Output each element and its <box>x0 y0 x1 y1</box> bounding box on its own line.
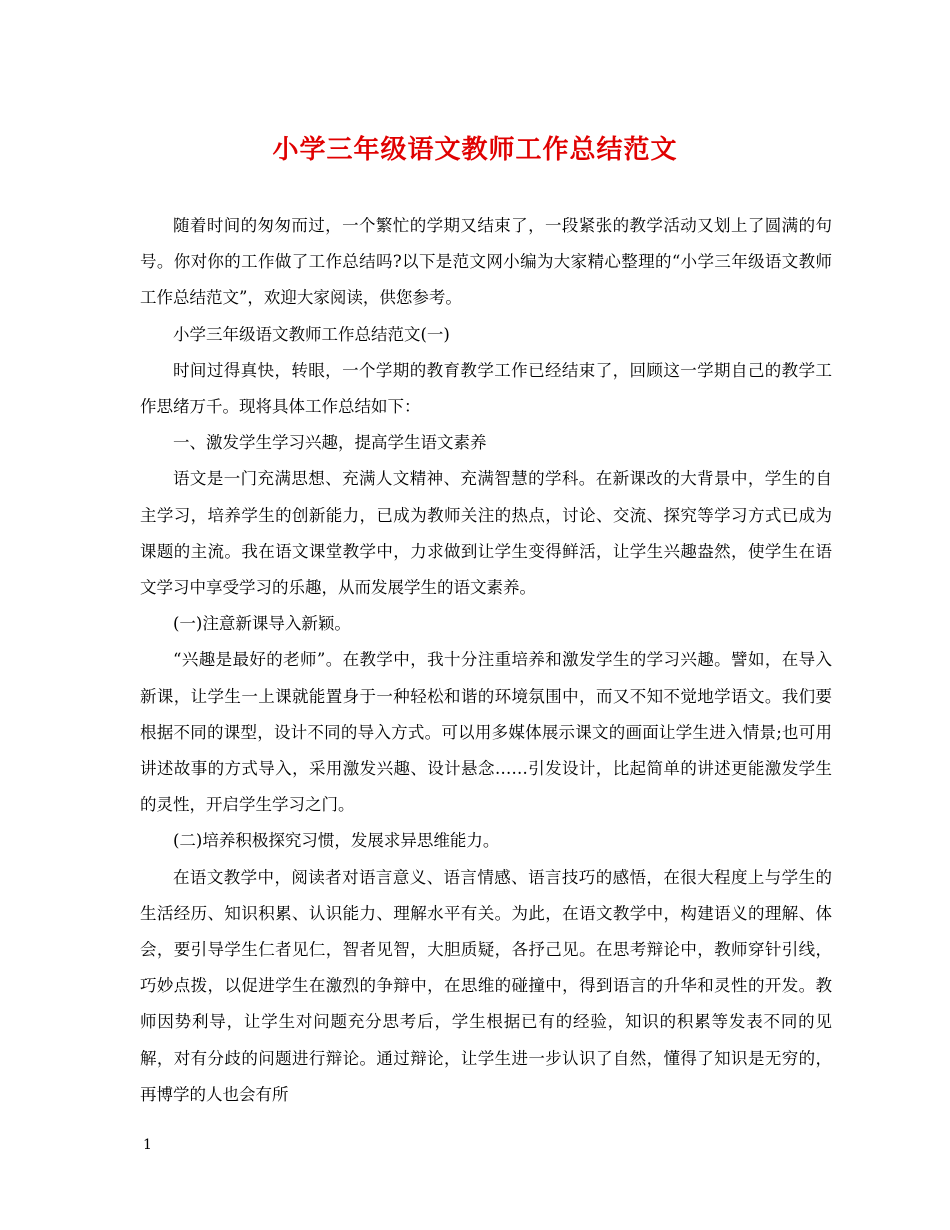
page-number: 1 <box>143 1137 152 1153</box>
paragraph-heading-1: 一、激发学生学习兴趣，提高学生语文素养 <box>173 433 487 453</box>
paragraph-body-1: 语文是一门充满思想、充满人文精神、充满智慧的学科。在新课改的大背景中，学生的自主学习，培养学生的创新能力，已成为教师关注的热点，讨论、交流、探究等学习方式已成为课题的主流。我在语文课堂教学中，力求做到让学生变得鲜活，让学生兴趣盎然，使学生在语文学习中享受学习的乐趣，从而发展学生的语文素养。 <box>140 469 832 598</box>
paragraph-subheading-1: (一)注意新课导入新颖。 <box>173 614 351 634</box>
paragraph-intro: 随着时间的匆匆而过，一个繁忙的学期又结束了，一段紧张的教学活动又划上了圆满的句号。你对你的工作做了工作总结吗?以下是范文网小编为大家精心整理的“小学三年级语文教师工作总结范文”，欢迎大家阅读，供您参考。 <box>140 216 832 308</box>
document-title: 小学三年级语文教师工作总结范文 <box>272 135 678 165</box>
paragraph-section-heading: 小学三年级语文教师工作总结范文(一) <box>173 324 450 344</box>
paragraph-subheading-2: (二)培养积极探究习惯，发展求异思维能力。 <box>173 831 500 851</box>
document-body <box>140 208 832 1113</box>
paragraph-body-2: “兴趣是最好的老师”。在教学中，我十分注重培养和激发学生的学习兴趣。譬如，在导入新课，让学生一上课就能置身于一种轻松和谐的环境氛围中，而又不知不觉地学语文。我们要根据不同的课型，设计不同的导入方式。可以用多媒体展示课文的画面让学生进入情景;也可用讲述故事的方式导入，采用激发兴趣、设计悬念……引发设计，比起简单的讲述更能激发学生的灵性，开启学生学习之门。 <box>140 650 832 815</box>
paragraph-body-3: 在语文教学中，阅读者对语言意义、语言情感、语言技巧的感悟，在很大程度上与学生的生活经历、知识积累、认识能力、理解水平有关。为此，在语文教学中，构建语义的理解、体会，要引导学生仁者见仁，智者见智，大胆质疑，各抒己见。在思考辩论中，教师穿针引线，巧妙点拨，以促进学生在激烈的争辩中，在思维的碰撞中，得到语言的升华和灵性的开发。教师因势利导，让学生对问题充分思考后，学生根据已有的经验，知识的积累等发表不同的见解，对有分歧的问题进行辩论。通过辩论，让学生进一步认识了自然，懂得了知识是无穷的，再博学的人也会有所 <box>140 867 832 1104</box>
paragraph-opening: 时间过得真快，转眼，一个学期的教育教学工作已经结束了，回顾这一学期自己的教学工作思绪万千。现将具体工作总结如下： <box>140 360 832 417</box>
